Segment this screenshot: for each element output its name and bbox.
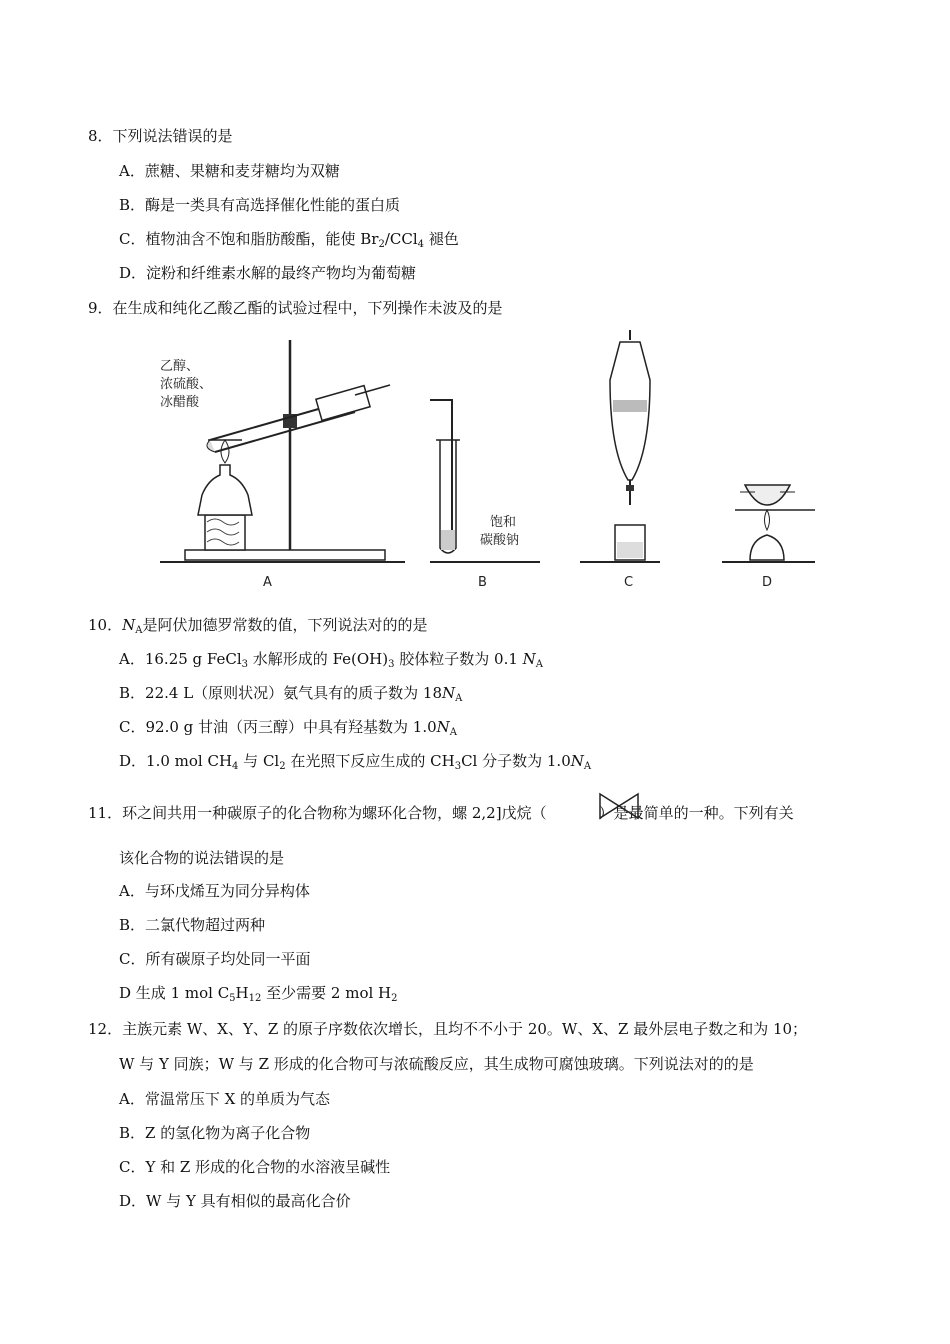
q8-option-d: D．淀粉和纤维素水解的最终产物均为葡萄糖 xyxy=(119,264,417,282)
caption-c: C xyxy=(624,575,634,590)
q8-stem: 8．下列说法错误的是 xyxy=(88,127,233,145)
label-a-line3: 冰醋酸 xyxy=(160,395,200,410)
q12-option-b: B．Z 的氢化物为离子化合物 xyxy=(119,1124,311,1142)
caption-a: A xyxy=(263,575,272,590)
q11-option-b: B．二氯代物超过两种 xyxy=(119,916,266,934)
q10-option-c: C．92.0 g 甘油（丙三醇）中具有羟基数为 $1.0N_A$ xyxy=(119,718,457,738)
q11-option-a: A．与环戊烯互为同分异构体 xyxy=(119,882,310,900)
q8-option-a: A．蔗糖、果糖和麦芽糖均为双糖 xyxy=(119,162,340,180)
q10-stem: 10．$N_A$是阿伏加德罗常数的值，下列说法对的的是 xyxy=(88,616,428,636)
label-b-line1: 饱和 xyxy=(490,515,517,530)
q9-stem: 9．在生成和纯化乙酸乙酯的试验过程中，下列操作未波及的是 xyxy=(88,299,503,317)
apparatus-c xyxy=(610,330,650,560)
label-a-line1: 乙醇、 xyxy=(160,359,200,374)
q10-option-a: A．16.25 g FeCl$_3$ 水解形成的 $Fe(OH)_3$ 胶体粒子数为 0.1 $N_A$ xyxy=(119,650,544,670)
apparatus-figure xyxy=(150,330,830,592)
q12-option-d: D．W 与 Y 具有相似的最高化合价 xyxy=(119,1192,351,1210)
q11-option-c: C．所有碳原子均处同一平面 xyxy=(119,950,311,968)
q11-stem-continued: 该化合物的说法错误的是 xyxy=(119,849,285,867)
q12-option-c: C．Y 和 Z 形成的化合物的水溶液呈碱性 xyxy=(119,1158,391,1176)
apparatus-b xyxy=(430,400,519,553)
apparatus-a xyxy=(160,340,390,560)
caption-d: D xyxy=(762,575,773,590)
spiropentane-structure xyxy=(596,790,642,822)
q12-option-a: A．常温常压下 X 的单质为气态 xyxy=(119,1090,331,1108)
q10-option-b: B．22.4 L（原则状况）氨气具有的质子数为 $18N_A$ xyxy=(119,684,463,704)
apparatus-d xyxy=(735,485,815,560)
q8-option-b: B．酶是一类具有高选择催化性能的蛋白质 xyxy=(119,196,401,214)
q10-option-d: D．1.0 mol $CH_4$ 与 $Cl_2$ 在光照下反应生成的 $CH_3Cl$ 分子数为 $1.0N_A$ xyxy=(119,752,592,772)
q11-option-d: D 生成 1 mol $C_5H_{12}$ 至少需要 2 mol $H_2$ xyxy=(119,984,398,1004)
label-a-line2: 浓硫酸、 xyxy=(160,377,213,392)
caption-b: B xyxy=(478,575,487,590)
label-b-line2: 碳酸钠 xyxy=(480,533,520,548)
q11-stem: 11．环之间共用一种碳原子的化合物称为螺环化合物，螺 2,2]戊烷（ ）是最简单的一种。下列有关 xyxy=(88,804,794,822)
q12-stem-continued: W 与 Y 同族；W 与 Z 形成的化合物可与浓硫酸反应，其生成物可腐蚀玻璃。下列说法对的的是 xyxy=(119,1055,754,1073)
q8-option-c: C．植物油含不饱和脂肪酸酯，能使 $Br_2/CCl_4$ 褪色 xyxy=(119,230,459,250)
q12-stem: 12．主族元素 W、X、Y、Z 的原子序数依次增长，且均不不小于 20。W、X、Z 最外层电子数之和为 10； xyxy=(88,1020,808,1038)
